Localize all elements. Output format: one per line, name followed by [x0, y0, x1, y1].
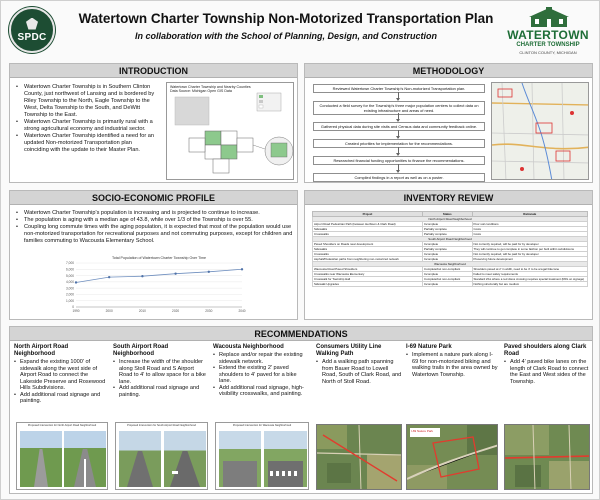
introduction-panel: [9, 63, 298, 183]
spdc-logo-text: SPDC: [17, 31, 47, 43]
spdc-logo: [9, 7, 55, 53]
table-row: [313, 267, 588, 272]
road-map-graphic: [492, 83, 589, 180]
y-tick-label: 1,000: [66, 298, 74, 303]
x-tick-label: 2040: [238, 309, 246, 313]
table-cell: Partially complete: [423, 227, 473, 232]
inventory-table: [312, 211, 588, 287]
rec-title: Wacousta Neighborhood: [213, 344, 284, 350]
image-caption: Proposed Intervention for North Airport Road Neighborhood: [27, 424, 97, 427]
y-tick-label: 7,000: [66, 261, 74, 266]
table-cell: Failed to meet safety requirements: [472, 272, 588, 277]
table-cell: Sidewalks: [313, 227, 423, 232]
rec-bullet: • Implement a nature park along I-69 for non-motorized biking and walking trails in the area owned by Watertown Township.: [406, 352, 498, 378]
rec-bullet: • Add 4' paved bike lanes on the length of Clark Road to connect the East and West sides of the Township.: [504, 359, 590, 385]
aerial-map-graphic: [407, 425, 498, 490]
spartan-helmet-icon: [26, 18, 38, 30]
rec-north-airport: [14, 344, 109, 405]
table-cell: Costs: [472, 227, 588, 232]
socio-economic-bullet: • The population is aging with a median age of 43.8, while over 1/3 of the Township is over 55.: [15, 217, 295, 224]
x-tick-label: 2030: [205, 309, 213, 313]
socio-economic-bullet: • Watertown Charter Township's population is increasing and is projected to continue to increase.: [15, 210, 295, 217]
existing-condition-photo: [20, 431, 62, 487]
table-cell: Wacousta Road Paved Shoulders: [313, 267, 423, 272]
inventory-section-label: North Airport Road Neighborhood: [313, 217, 588, 222]
methodology-panel: [304, 63, 593, 183]
township-logo-name: WATERTOWN: [507, 28, 589, 42]
table-cell: Crosswalks: [313, 232, 423, 237]
table-cell: Incomplete: [423, 282, 473, 287]
socio-economic-heading: SOCIO-ECONOMIC PROFILE: [10, 191, 297, 205]
y-tick-label: 6,000: [66, 267, 74, 272]
rec-bullet: • Expand the existing 1000' of sidewalk along the west side of Airport Road to connect the Lakeside Preserve and Rosewood Hills Subdivisions.: [14, 359, 109, 392]
north-airport-intervention-image: [16, 422, 108, 490]
flow-arrow-icon: [398, 92, 399, 100]
x-tick-label: 2010: [138, 309, 146, 313]
inventory-section-label: South Airport Road Neighborhood: [313, 237, 588, 242]
methodology-step: Gathered physical data during site visits and Census data and community feedback online.: [313, 122, 485, 131]
map-title: Watertown Charter Township and Nearby Counties: [170, 85, 251, 89]
table-cell: Crosswalks near Wacousta Elementary: [313, 272, 423, 277]
socio-economic-bullet: • Coupling long commute times with the aging population, it is expected that most of the population would use non-motorized transportation for recreational purposes and not commuting purposes, except for children and families commuting to Wacousta Elementary School.: [15, 224, 295, 245]
y-tick-label: 4,000: [66, 280, 74, 285]
population-data-point: [241, 268, 243, 270]
table-cell: Costs: [472, 232, 588, 237]
chart-title: Total Population of Watertown Charter Township Over Time: [111, 256, 207, 260]
population-data-point: [108, 276, 110, 278]
rec-title: I-69 Nature Park: [406, 344, 452, 350]
introduction-bullet: • Watertown Charter Township is primarily rural with a strong agricultural economy and industrial sector.: [15, 119, 157, 133]
table-cell: Crosswalks: [313, 252, 423, 257]
methodology-step: Compiled findings in a report as well as on a poster.: [313, 173, 485, 182]
socio-economic-bullets: [15, 210, 295, 245]
table-cell: Standard ZAL where a red dress crossing requires special treatment (RRL on signage): [472, 277, 588, 282]
table-cell: Sidewalks: [313, 247, 423, 252]
table-cell: Shoulders paved at 2' in width, need to be 4' to be a legal bike lane: [472, 267, 588, 272]
rec-south-airport: [113, 344, 208, 398]
table-cell: Partially complete: [423, 247, 473, 252]
flow-arrow-icon: [398, 113, 399, 121]
table-cell: Paved Shoulders on Roads near development: [313, 242, 423, 247]
table-cell: Sidewalk Upgrades: [313, 282, 423, 287]
recommendations-panel: [9, 326, 593, 494]
y-tick-label: 5,000: [66, 273, 74, 278]
x-tick-label: 2020: [172, 309, 180, 313]
methodology-step: Reviewed Watertown Charter Township's Non-motorized Transportation plan.: [313, 84, 485, 93]
introduction-heading: INTRODUCTION: [10, 64, 297, 78]
rec-bullet: • Increase the width of the shoulder along Stoll Road and S Airport Road to 4' to allow space for a bike lane.: [113, 359, 208, 385]
inventory-column-header: Status: [423, 212, 473, 217]
inventory-section-label: Wacousta Neighborhood: [313, 262, 588, 267]
clark-road-aerial-map: [504, 424, 590, 490]
poster-title: Watertown Charter Township Non-Motorized Transportation Plan: [78, 11, 494, 26]
township-location-map: [166, 82, 294, 180]
table-cell: Incomplete: [423, 222, 473, 227]
rec-title: North Airport Road Neighborhood: [14, 344, 69, 357]
table-cell: Complete/but non-compliant: [423, 277, 473, 282]
population-chart: [50, 253, 250, 317]
poster-subtitle: In collaboration with the School of Planning, Design, and Construction: [134, 31, 437, 41]
township-logo-line2: CHARTER TOWNSHIP: [516, 42, 580, 48]
population-data-point: [141, 275, 143, 277]
table-cell: Asphalt/Pedestrian paths from neighboring non-motorized network: [313, 257, 423, 262]
y-tick-label: 2,000: [66, 292, 74, 297]
rec-bullet: • Add additional road signage and painting.: [113, 385, 208, 398]
rec-title: South Airport Road Neighborhood: [113, 344, 169, 357]
introduction-bullet: • Watertown Charter Township identified a need for an updated Non-motorized Transportation plan coinciding with the update to their Master Plan.: [15, 133, 157, 154]
inventory-column-header: Rationale: [472, 212, 588, 217]
rec-clark-road: [504, 344, 590, 385]
recommendations-heading: RECOMMENDATIONS: [10, 327, 592, 341]
table-cell: Nothing structurally but are medium: [472, 282, 588, 287]
table-cell: Crosswalk for Township Hall: [313, 277, 423, 282]
wacousta-intervention-image: [215, 422, 309, 490]
flow-arrow-icon: [398, 147, 399, 155]
image-caption: Proposed Intervention for South Airport Road Neighborhood: [127, 424, 196, 427]
table-cell: Airport Road Pedestrian Path (between Herbison & Clark Road): [313, 222, 423, 227]
rec-bullet: • Replace and/or repair the existing sidewalk network.: [213, 352, 309, 365]
table-row: [313, 282, 588, 287]
methodology-step: Created priorities for implementation for the recommendations.: [313, 139, 485, 148]
table-cell: Incomplete: [423, 257, 473, 262]
table-cell: Not currently required, will be paid for by developer: [472, 242, 588, 247]
methodology-heading: METHODOLOGY: [305, 64, 592, 78]
table-cell: Incomplete: [423, 242, 473, 247]
socio-economic-panel: [9, 190, 298, 320]
table-cell: They will continue to get complete in some fashion per built within subdivisions: [472, 247, 588, 252]
table-cell: Incomplete: [423, 272, 473, 277]
aerial-map-graphic: [317, 425, 402, 490]
x-tick-label: 1990: [72, 309, 80, 313]
table-cell: Complete/but non-compliant: [423, 267, 473, 272]
flow-arrow-icon: [398, 130, 399, 138]
table-cell: Not currently required, will be paid for by developer: [472, 252, 588, 257]
x-tick-label: 2000: [105, 309, 113, 313]
township-map-graphic: [167, 83, 295, 181]
township-logo: [501, 7, 595, 59]
inventory-review-panel: [304, 190, 593, 320]
township-logo-line3: CLINTON COUNTY, MICHIGAN: [519, 50, 577, 55]
flow-arrow-icon: [398, 164, 399, 172]
existing-condition-photo: [219, 431, 261, 487]
introduction-bullets: [15, 84, 157, 154]
rec-title: Consumers Utility Line Walking Path: [316, 344, 382, 357]
table-cell: Partially complete: [423, 232, 473, 237]
y-tick-label: 0: [72, 305, 74, 310]
map-label: I-69 Nature Park: [411, 429, 434, 433]
rec-wacousta: [213, 344, 309, 398]
population-series-line: [76, 269, 242, 282]
introduction-bullet: • Watertown Charter Township is in Southern Clinton County, just northwest of Lansing and is bordered by Riley Township to the North, Eagle Township to the West, Delta Township to the South, and DeWitt Township to the East.: [15, 84, 157, 119]
population-data-point: [208, 271, 210, 273]
existing-condition-photo: [119, 431, 161, 487]
rec-bullet: • Extend the existing 2' paved shoulders to 4' paved for a bike lane.: [213, 365, 309, 385]
rec-bullet: • Add additional road signage and painting.: [14, 392, 109, 405]
methodology-step: Researched financial funding opportunities to finance the recommendations.: [313, 156, 485, 165]
rec-bullet: • Add additional road signage, high-visibility crosswalks, and painting.: [213, 385, 309, 398]
proposed-condition-photo: [264, 431, 307, 487]
map-source: Data Source: Michigan Open GIS Data: [170, 89, 232, 94]
table-cell: Incomplete: [423, 252, 473, 257]
table-cell: Poor soil conditions: [472, 222, 588, 227]
image-caption: Proposed Intervention for Wacousta Neighborhood: [232, 424, 292, 427]
township-road-map: [491, 82, 589, 180]
consumers-path-aerial-map: [316, 424, 402, 490]
rec-title: Paved shoulders along Clark Road: [504, 344, 587, 357]
population-data-point: [75, 281, 77, 283]
rec-i69-park: [406, 344, 498, 378]
aerial-map-graphic: [505, 425, 590, 490]
south-airport-intervention-image: [115, 422, 208, 490]
methodology-step: Conducted a field survey for the Township's three major population centers to collect data on existing infrastructure and areas of need.: [313, 101, 485, 115]
i69-park-aerial-map: [406, 424, 498, 490]
rec-consumers-path: [316, 344, 402, 385]
proposed-condition-photo: [64, 431, 106, 487]
rec-bullet: • Add a walking path spanning from Bauer Road to Lowell Road, South of Clark Road, and North of Stoll Road.: [316, 359, 402, 385]
table-cell: Preserving future development: [472, 257, 588, 262]
y-tick-label: 3,000: [66, 286, 74, 291]
township-hall-icon: [527, 7, 571, 27]
inventory-column-header: Project: [313, 212, 423, 217]
population-data-point: [174, 272, 176, 274]
proposed-condition-photo: [164, 431, 206, 487]
inventory-review-heading: INVENTORY REVIEW: [305, 191, 592, 205]
